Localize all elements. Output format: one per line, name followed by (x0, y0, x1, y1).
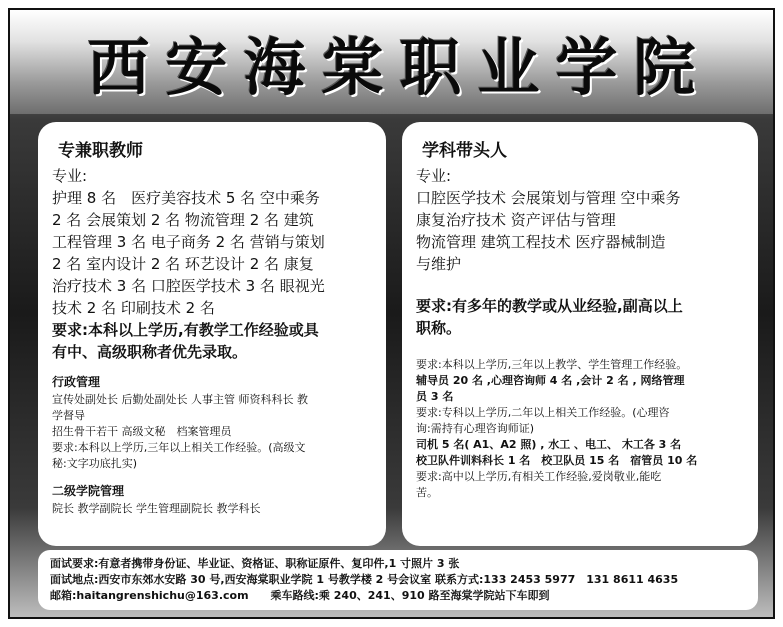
staff-line: 要求:专科以上学历,二年以上相关工作经验。(心理咨 (416, 406, 670, 419)
major-line: 护理 8 名 医疗美容技术 5 名 空中乘务 (52, 189, 320, 207)
major-line: 工程管理 3 名 电子商务 2 名 营销与策划 (52, 233, 325, 251)
major-label: 专业: (416, 167, 452, 185)
title-band (10, 10, 773, 114)
major-line: 康复治疗技术 资产评估与管理 (416, 211, 616, 229)
major-line: 口腔医学技术 会展策划与管理 空中乘务 (416, 189, 681, 207)
staff-line: 苦。 (416, 486, 438, 499)
staff-line: 辅导员 20 名 ,心理咨询师 4 名 ,会计 2 名 , 网络管理 (416, 374, 685, 387)
admin-section (52, 392, 372, 472)
interview-info-panel (38, 550, 758, 610)
discipline-majors (416, 165, 744, 339)
admin-line: 宣传处副处长 后勤处副处长 人事主管 师资科科长 教 (52, 393, 308, 406)
admin-line: 学督导 (52, 409, 85, 422)
faculty-majors (52, 165, 372, 363)
faculty-heading: 专兼职教师 (58, 141, 143, 161)
college-heading: 二级学院管理 (52, 484, 125, 498)
page-title: 西安海棠职业学院 (87, 30, 712, 104)
major-line: 治疗技术 3 名 口腔医学技术 3 名 眼视光 (52, 277, 325, 295)
staff-section (416, 357, 744, 501)
staff-line: 司机 5 名( A1、A2 照) , 水工 、电工、 木工各 3 名 (416, 438, 682, 451)
requirement-line: 要求:有多年的教学或从业经验,副高以上 (416, 297, 683, 315)
faculty-panel (38, 122, 386, 546)
interview-location: 面试地点:西安市东郊水安路 30 号,西安海棠职业学院 1 号教学楼 2 号会议室 联系方式:133 2453 5977 131 8611 4635 (50, 573, 679, 586)
major-line: 2 名 会展策划 2 名 物流管理 2 名 建筑 (52, 211, 314, 229)
major-line: 技术 2 名 印刷技术 2 名 (52, 299, 215, 317)
discipline-heading: 学科带头人 (422, 141, 507, 161)
major-line: 与维护 (416, 255, 462, 273)
staff-line: 询:需持有心理咨询师证) (416, 422, 534, 435)
staff-line: 要求:高中以上学历,有相关工作经验,爱岗敬业,能吃 (416, 470, 662, 483)
interview-requirement: 面试要求:有意者携带身份证、毕业证、资格证、职称证原件、复印件,1 寸照片 3 张 (50, 557, 460, 570)
staff-line: 校卫队件训料科长 1 名 校卫队员 15 名 宿管员 10 名 (416, 454, 698, 467)
requirement-line: 要求:本科以上学历,有教学工作经验或具 (52, 321, 319, 339)
major-line: 物流管理 建筑工程技术 医疗器械制造 (416, 233, 666, 251)
ad-frame (8, 8, 775, 619)
college-line: 院长 教学副院长 学生管理副院长 教学科长 (52, 502, 261, 515)
admin-line: 秘:文字功底扎实) (52, 457, 137, 470)
major-label: 专业: (52, 167, 88, 185)
staff-line: 要求:本科以上学历,三年以上教学、学生管理工作经验。 (416, 358, 688, 371)
admin-line: 招生骨干若干 高级文秘 档案管理员 (52, 425, 232, 438)
staff-line: 员 3 名 (416, 390, 454, 403)
admin-heading: 行政管理 (52, 375, 101, 389)
college-section (52, 501, 372, 517)
discipline-leader-panel (402, 122, 758, 546)
requirement-line: 有中、高级职称者优先录取。 (52, 343, 248, 361)
requirement-line: 职称。 (416, 319, 462, 337)
admin-line: 要求:本科以上学历,三年以上相关工作经验。(高级文 (52, 441, 306, 454)
contact-email-route: 邮箱:haitangrenshichu@163.com 乘车路线:乘 240、241、910 路至海棠学院站下车即到 (50, 589, 550, 602)
major-line: 2 名 室内设计 2 名 环艺设计 2 名 康复 (52, 255, 314, 273)
